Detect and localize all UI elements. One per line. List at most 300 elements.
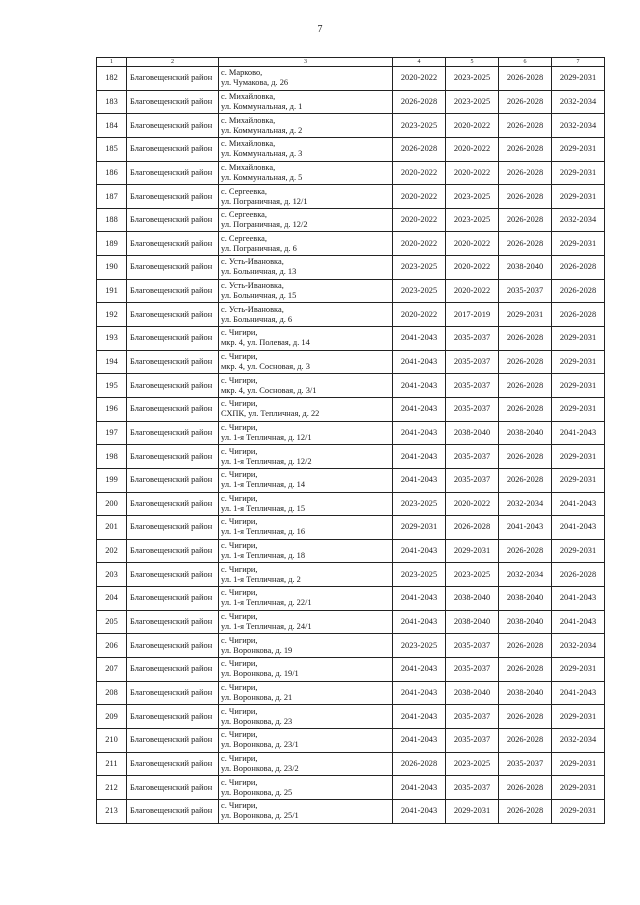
row-number: 204	[97, 587, 127, 611]
period-cell: 2035-2037	[446, 658, 499, 682]
address-cell	[219, 492, 393, 516]
period-cell: 2032-2034	[552, 114, 605, 138]
address-settlement: с. Чигири,	[221, 493, 258, 503]
district-cell: Благовещенский район	[127, 161, 219, 185]
address-settlement: с. Чигири,	[221, 470, 258, 480]
period-cell: 2026-2028	[499, 90, 552, 114]
period-cell: 2041-2043	[552, 681, 605, 705]
row-number: 200	[97, 492, 127, 516]
period-cell: 2035-2037	[446, 374, 499, 398]
period-cell: 2032-2034	[499, 563, 552, 587]
table-row	[97, 161, 605, 185]
period-cell: 2023-2025	[393, 563, 446, 587]
district-cell: Благовещенский район	[127, 421, 219, 445]
period-cell: 2023-2025	[393, 279, 446, 303]
period-cell: 2029-2031	[552, 445, 605, 469]
period-cell: 2026-2028	[499, 327, 552, 351]
housing-schedule-table	[96, 57, 605, 824]
district-cell: Благовещенский район	[127, 397, 219, 421]
period-cell: 2035-2037	[446, 468, 499, 492]
address-settlement: с. Чигири,	[221, 682, 258, 692]
period-cell: 2026-2028	[499, 208, 552, 232]
address-street: ул. Воронкова, д. 25	[221, 787, 293, 797]
address-street: ул. Коммунальная, д. 5	[221, 172, 303, 182]
column-header: 7	[552, 58, 605, 67]
table-row	[97, 421, 605, 445]
district-cell: Благовещенский район	[127, 799, 219, 823]
period-cell: 2020-2022	[446, 279, 499, 303]
period-cell: 2041-2043	[393, 610, 446, 634]
table-row	[97, 658, 605, 682]
period-cell: 2038-2040	[446, 610, 499, 634]
period-cell: 2026-2028	[552, 303, 605, 327]
row-number: 205	[97, 610, 127, 634]
row-number: 187	[97, 185, 127, 209]
period-cell: 2035-2037	[446, 327, 499, 351]
table-row	[97, 705, 605, 729]
period-cell: 2038-2040	[446, 587, 499, 611]
row-number: 186	[97, 161, 127, 185]
district-cell: Благовещенский район	[127, 90, 219, 114]
address-settlement: с. Чигири,	[221, 612, 258, 622]
table-row	[97, 256, 605, 280]
address-settlement: с. Чигири,	[221, 730, 258, 740]
period-cell: 2041-2043	[393, 327, 446, 351]
period-cell: 2029-2031	[552, 185, 605, 209]
period-cell: 2029-2031	[446, 799, 499, 823]
period-cell: 2041-2043	[393, 539, 446, 563]
period-cell: 2041-2043	[552, 421, 605, 445]
row-number: 190	[97, 256, 127, 280]
address-street: ул. Воронкова, д. 23	[221, 716, 293, 726]
period-cell: 2035-2037	[446, 776, 499, 800]
period-cell: 2041-2043	[393, 468, 446, 492]
table-row	[97, 445, 605, 469]
period-cell: 2029-2031	[552, 705, 605, 729]
address-street: ул. Воронкова, д. 19	[221, 645, 293, 655]
row-number: 185	[97, 137, 127, 161]
table-row	[97, 67, 605, 91]
period-cell: 2038-2040	[499, 610, 552, 634]
period-cell: 2029-2031	[552, 539, 605, 563]
period-cell: 2026-2028	[446, 516, 499, 540]
address-street: ул. 1-я Тепличная, д. 15	[221, 503, 306, 513]
period-cell: 2020-2022	[393, 232, 446, 256]
row-number: 198	[97, 445, 127, 469]
period-cell: 2017-2019	[446, 303, 499, 327]
address-settlement: с. Чигири,	[221, 659, 258, 669]
period-cell: 2041-2043	[393, 421, 446, 445]
address-settlement: с. Чигири,	[221, 706, 258, 716]
address-street: ул. 1-я Тепличная, д. 22/1	[221, 598, 312, 608]
row-number: 192	[97, 303, 127, 327]
period-cell: 2020-2022	[393, 303, 446, 327]
table-row	[97, 208, 605, 232]
address-cell	[219, 185, 393, 209]
address-settlement: с. Чигири,	[221, 517, 258, 527]
address-cell	[219, 776, 393, 800]
address-cell	[219, 563, 393, 587]
column-header: 6	[499, 58, 552, 67]
table-row	[97, 232, 605, 256]
address-street: ул. 1-я Тепличная, д. 12/2	[221, 456, 312, 466]
table-row	[97, 681, 605, 705]
district-cell: Благовещенский район	[127, 492, 219, 516]
address-cell	[219, 67, 393, 91]
period-cell: 2026-2028	[499, 728, 552, 752]
period-cell: 2026-2028	[499, 114, 552, 138]
row-number: 196	[97, 397, 127, 421]
district-cell: Благовещенский район	[127, 279, 219, 303]
address-cell	[219, 397, 393, 421]
district-cell: Благовещенский район	[127, 705, 219, 729]
column-header: 2	[127, 58, 219, 67]
table-row	[97, 397, 605, 421]
period-cell: 2026-2028	[552, 563, 605, 587]
address-cell	[219, 137, 393, 161]
row-number: 210	[97, 728, 127, 752]
period-cell: 2026-2028	[499, 67, 552, 91]
address-cell	[219, 587, 393, 611]
period-cell: 2041-2043	[552, 587, 605, 611]
period-cell: 2041-2043	[393, 681, 446, 705]
period-cell: 2029-2031	[552, 232, 605, 256]
address-cell	[219, 350, 393, 374]
table-row	[97, 303, 605, 327]
district-cell: Благовещенский район	[127, 587, 219, 611]
address-settlement: с. Усть-Ивановка,	[221, 281, 284, 291]
table-body	[97, 58, 605, 824]
address-street: ул. Больничная, д. 6	[221, 314, 293, 324]
period-cell: 2020-2022	[393, 185, 446, 209]
row-number: 202	[97, 539, 127, 563]
address-street: ул. Воронкова, д. 19/1	[221, 669, 299, 679]
table-row	[97, 114, 605, 138]
period-cell: 2026-2028	[499, 705, 552, 729]
district-cell: Благовещенский район	[127, 468, 219, 492]
period-cell: 2026-2028	[552, 279, 605, 303]
address-street: ул. 1-я Тепличная, д. 12/1	[221, 432, 312, 442]
row-number: 188	[97, 208, 127, 232]
district-cell: Благовещенский район	[127, 374, 219, 398]
period-cell: 2026-2028	[499, 161, 552, 185]
period-cell: 2041-2043	[393, 350, 446, 374]
period-cell: 2026-2028	[499, 137, 552, 161]
address-cell	[219, 161, 393, 185]
address-cell	[219, 303, 393, 327]
district-cell: Благовещенский район	[127, 327, 219, 351]
address-street: ул. Коммунальная, д. 3	[221, 149, 303, 159]
row-number: 203	[97, 563, 127, 587]
address-street: ул. Коммунальная, д. 1	[221, 101, 303, 111]
period-cell: 2041-2043	[393, 776, 446, 800]
period-cell: 2026-2028	[393, 752, 446, 776]
period-cell: 2026-2028	[499, 350, 552, 374]
address-street: ул. Больничная, д. 15	[221, 291, 297, 301]
period-cell: 2038-2040	[446, 421, 499, 445]
district-cell: Благовещенский район	[127, 776, 219, 800]
period-cell: 2029-2031	[446, 539, 499, 563]
table-row	[97, 799, 605, 823]
address-cell	[219, 634, 393, 658]
district-cell: Благовещенский район	[127, 303, 219, 327]
address-settlement: с. Чигири,	[221, 399, 258, 409]
period-cell: 2023-2025	[446, 208, 499, 232]
period-cell: 2041-2043	[393, 728, 446, 752]
period-cell: 2026-2028	[499, 374, 552, 398]
period-cell: 2041-2043	[499, 516, 552, 540]
period-cell: 2041-2043	[393, 374, 446, 398]
address-street: ул. Воронкова, д. 23/2	[221, 763, 299, 773]
row-number: 182	[97, 67, 127, 91]
period-cell: 2026-2028	[499, 634, 552, 658]
table-row	[97, 587, 605, 611]
address-settlement: с. Чигири,	[221, 541, 258, 551]
address-settlement: с. Чигири,	[221, 422, 258, 432]
address-cell	[219, 539, 393, 563]
address-cell	[219, 516, 393, 540]
district-cell: Благовещенский район	[127, 256, 219, 280]
district-cell: Благовещенский район	[127, 610, 219, 634]
table-row	[97, 776, 605, 800]
period-cell: 2035-2037	[499, 752, 552, 776]
period-cell: 2035-2037	[499, 279, 552, 303]
column-number-row	[97, 58, 605, 67]
address-cell	[219, 681, 393, 705]
period-cell: 2038-2040	[446, 681, 499, 705]
address-cell	[219, 256, 393, 280]
period-cell: 2038-2040	[499, 587, 552, 611]
period-cell: 2029-2031	[552, 799, 605, 823]
period-cell: 2023-2025	[446, 563, 499, 587]
district-cell: Благовещенский район	[127, 658, 219, 682]
table-row	[97, 137, 605, 161]
district-cell: Благовещенский район	[127, 728, 219, 752]
address-settlement: с. Михайловка,	[221, 115, 276, 125]
address-cell	[219, 114, 393, 138]
address-cell	[219, 610, 393, 634]
row-number: 213	[97, 799, 127, 823]
address-cell	[219, 468, 393, 492]
period-cell: 2020-2022	[393, 161, 446, 185]
period-cell: 2023-2025	[393, 492, 446, 516]
row-number: 195	[97, 374, 127, 398]
period-cell: 2041-2043	[393, 705, 446, 729]
table-row	[97, 728, 605, 752]
row-number: 201	[97, 516, 127, 540]
period-cell: 2026-2028	[499, 799, 552, 823]
period-cell: 2023-2025	[393, 634, 446, 658]
period-cell: 2035-2037	[446, 728, 499, 752]
address-street: мкр. 4, ул. Сосновая, д. 3	[221, 362, 310, 371]
address-settlement: с. Чигири,	[221, 446, 258, 456]
table-row	[97, 327, 605, 351]
table-row	[97, 185, 605, 209]
period-cell: 2023-2025	[393, 114, 446, 138]
address-street: ул. Чумакова, д. 26	[221, 78, 289, 88]
address-street: ул. 1-я Тепличная, д. 2	[221, 574, 301, 584]
period-cell: 2041-2043	[393, 397, 446, 421]
address-settlement: с. Марково,	[221, 68, 263, 78]
address-street: ул. 1-я Тепличная, д. 18	[221, 551, 306, 561]
row-number: 191	[97, 279, 127, 303]
column-header: 1	[97, 58, 127, 67]
period-cell: 2035-2037	[446, 705, 499, 729]
district-cell: Благовещенский район	[127, 185, 219, 209]
period-cell: 2020-2022	[393, 67, 446, 91]
period-cell: 2026-2028	[499, 232, 552, 256]
address-street: ул. 1-я Тепличная, д. 16	[221, 527, 306, 537]
address-cell	[219, 279, 393, 303]
page-number: 7	[317, 24, 323, 35]
address-settlement: с. Сергеевка,	[221, 210, 267, 220]
district-cell: Благовещенский район	[127, 539, 219, 563]
address-street: ул. 1-я Тепличная, д. 14	[221, 480, 306, 490]
period-cell: 2020-2022	[446, 137, 499, 161]
row-number: 212	[97, 776, 127, 800]
row-number: 194	[97, 350, 127, 374]
address-cell	[219, 374, 393, 398]
period-cell: 2035-2037	[446, 634, 499, 658]
district-cell: Благовещенский район	[127, 752, 219, 776]
address-settlement: с. Чигири,	[221, 375, 258, 385]
period-cell: 2035-2037	[446, 445, 499, 469]
period-cell: 2020-2022	[446, 256, 499, 280]
column-header: 3	[219, 58, 393, 67]
period-cell: 2026-2028	[499, 445, 552, 469]
period-cell: 2023-2025	[446, 67, 499, 91]
address-street: ул. Пограничная, д. 12/1	[221, 196, 308, 206]
table-row	[97, 90, 605, 114]
period-cell: 2026-2028	[499, 185, 552, 209]
address-settlement: с. Чигири,	[221, 777, 258, 787]
district-cell: Благовещенский район	[127, 445, 219, 469]
period-cell: 2029-2031	[552, 468, 605, 492]
period-cell: 2029-2031	[552, 374, 605, 398]
row-number: 208	[97, 681, 127, 705]
address-settlement: с. Михайловка,	[221, 139, 276, 149]
address-cell	[219, 445, 393, 469]
district-cell: Благовещенский район	[127, 114, 219, 138]
address-street: ул. Воронкова, д. 25/1	[221, 811, 299, 821]
period-cell: 2023-2025	[446, 90, 499, 114]
address-cell	[219, 327, 393, 351]
table-row	[97, 492, 605, 516]
period-cell: 2035-2037	[446, 397, 499, 421]
address-street: мкр. 4, ул. Полевая, д. 14	[221, 338, 310, 348]
address-street: ул. Воронкова, д. 23/1	[221, 740, 299, 750]
address-cell	[219, 705, 393, 729]
period-cell: 2032-2034	[552, 728, 605, 752]
address-settlement: с. Михайловка,	[221, 91, 276, 101]
period-cell: 2041-2043	[393, 658, 446, 682]
address-settlement: с. Чигири,	[221, 635, 258, 645]
period-cell: 2041-2043	[393, 445, 446, 469]
period-cell: 2020-2022	[393, 208, 446, 232]
row-number: 209	[97, 705, 127, 729]
row-number: 207	[97, 658, 127, 682]
period-cell: 2041-2043	[552, 610, 605, 634]
row-number: 211	[97, 752, 127, 776]
table-row	[97, 279, 605, 303]
address-cell	[219, 232, 393, 256]
table-row	[97, 374, 605, 398]
address-street: мкр. 4, ул. Сосновая, д. 3/1	[221, 385, 317, 395]
row-number: 206	[97, 634, 127, 658]
period-cell: 2029-2031	[552, 161, 605, 185]
period-cell: 2026-2028	[499, 539, 552, 563]
district-cell: Благовещенский район	[127, 563, 219, 587]
period-cell: 2029-2031	[552, 350, 605, 374]
address-settlement: с. Чигири,	[221, 352, 258, 361]
period-cell: 2041-2043	[393, 587, 446, 611]
table-row	[97, 634, 605, 658]
table-row	[97, 563, 605, 587]
table-row	[97, 539, 605, 563]
address-cell	[219, 658, 393, 682]
period-cell: 2038-2040	[499, 421, 552, 445]
column-header: 5	[446, 58, 499, 67]
column-header: 4	[393, 58, 446, 67]
table-row	[97, 752, 605, 776]
district-cell: Благовещенский район	[127, 350, 219, 374]
period-cell: 2023-2025	[446, 752, 499, 776]
district-cell: Благовещенский район	[127, 516, 219, 540]
row-number: 199	[97, 468, 127, 492]
period-cell: 2041-2043	[552, 492, 605, 516]
row-number: 193	[97, 327, 127, 351]
district-cell: Благовещенский район	[127, 634, 219, 658]
period-cell: 2020-2022	[446, 232, 499, 256]
address-settlement: с. Михайловка,	[221, 162, 276, 172]
address-cell	[219, 208, 393, 232]
address-street: ул. Больничная, д. 13	[221, 267, 297, 277]
address-cell	[219, 421, 393, 445]
period-cell: 2020-2022	[446, 492, 499, 516]
period-cell: 2038-2040	[499, 681, 552, 705]
period-cell: 2029-2031	[393, 516, 446, 540]
district-cell: Благовещенский район	[127, 208, 219, 232]
row-number: 184	[97, 114, 127, 138]
address-street: ул. Воронкова, д. 21	[221, 692, 293, 702]
period-cell: 2041-2043	[552, 516, 605, 540]
district-cell: Благовещенский район	[127, 681, 219, 705]
row-number: 183	[97, 90, 127, 114]
period-cell: 2026-2028	[393, 137, 446, 161]
period-cell: 2023-2025	[446, 185, 499, 209]
address-cell	[219, 799, 393, 823]
address-settlement: с. Усть-Ивановка,	[221, 304, 284, 314]
address-settlement: с. Чигири,	[221, 328, 258, 338]
period-cell: 2026-2028	[552, 256, 605, 280]
address-street: ул. 1-я Тепличная, д. 24/1	[221, 622, 312, 632]
period-cell: 2032-2034	[499, 492, 552, 516]
address-settlement: с. Чигири,	[221, 588, 258, 598]
period-cell: 2032-2034	[552, 90, 605, 114]
address-settlement: с. Чигири,	[221, 801, 258, 811]
table-row	[97, 516, 605, 540]
period-cell: 2035-2037	[446, 350, 499, 374]
period-cell: 2020-2022	[446, 161, 499, 185]
period-cell: 2029-2031	[552, 658, 605, 682]
period-cell: 2032-2034	[552, 634, 605, 658]
period-cell: 2023-2025	[393, 256, 446, 280]
period-cell: 2026-2028	[499, 397, 552, 421]
district-cell: Благовещенский район	[127, 137, 219, 161]
table-row	[97, 610, 605, 634]
period-cell: 2026-2028	[393, 90, 446, 114]
period-cell: 2032-2034	[552, 208, 605, 232]
